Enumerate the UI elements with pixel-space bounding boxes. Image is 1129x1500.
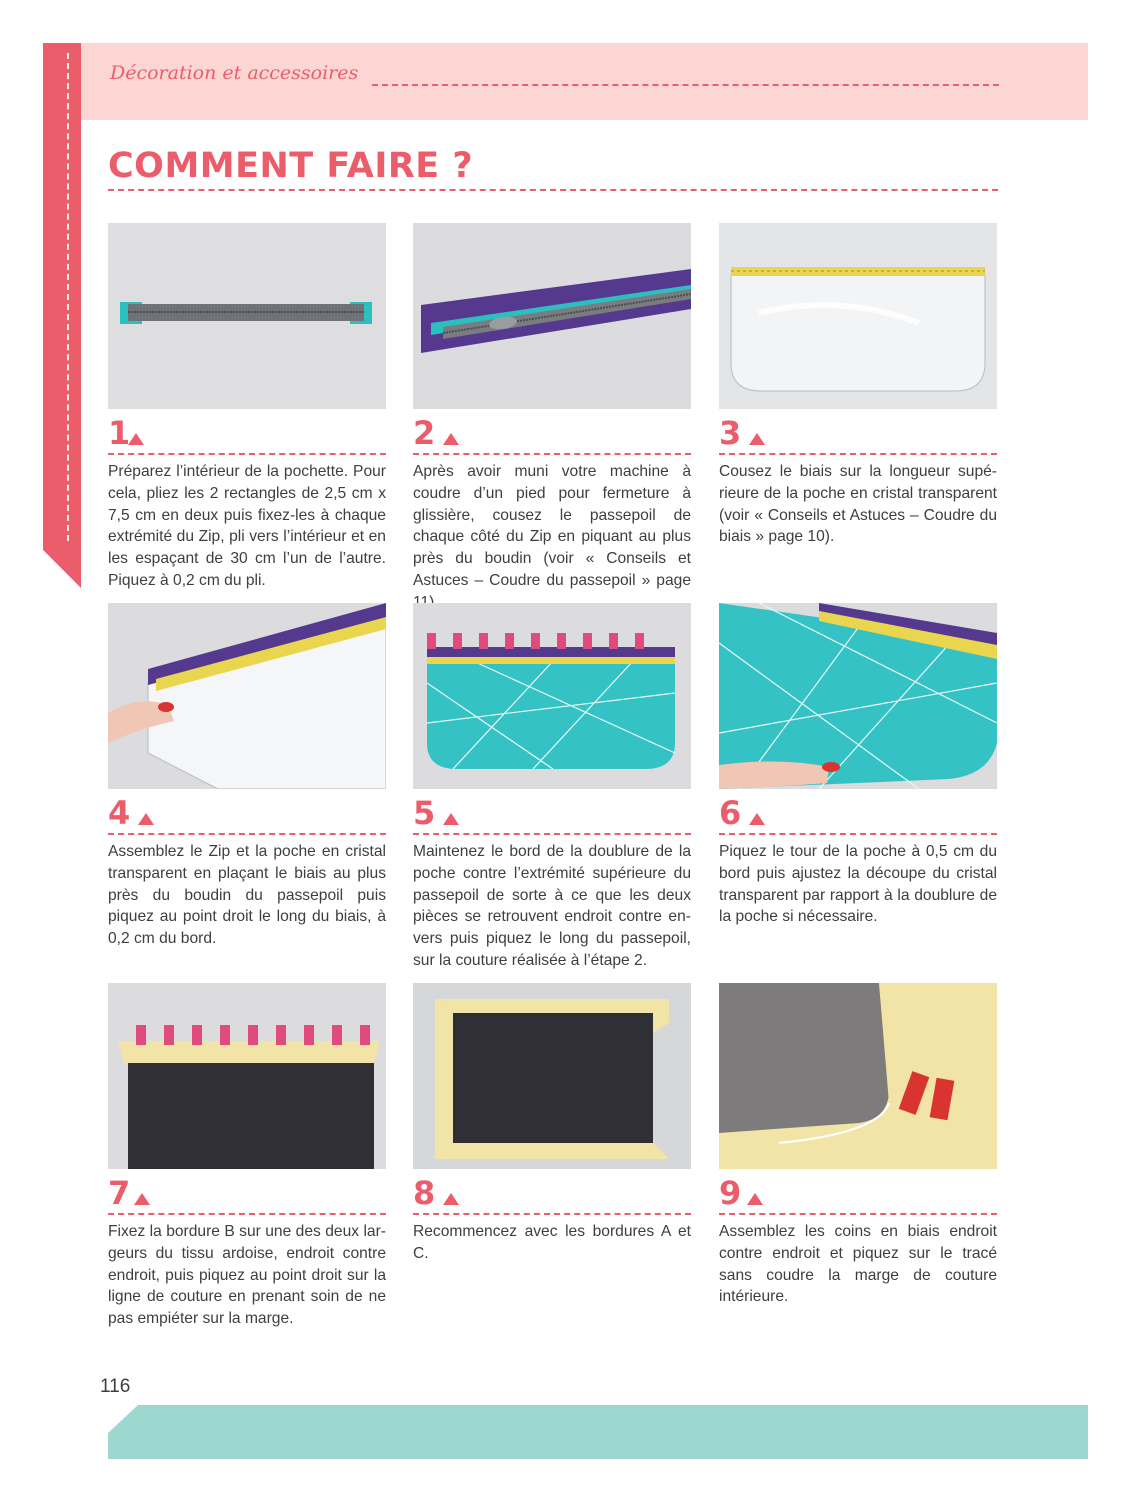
stitched-pocket-illustration xyxy=(719,603,997,789)
step-text: Fixez la bordure B sur une des deux largeurs du tissu ardoise, endroit contre endroit, puis piquez au point droit sur la ligne de couture en prenant soin de ne pas empiéter sur la marge. xyxy=(108,1223,386,1328)
lining-clips-illustration xyxy=(413,603,691,789)
step-photo xyxy=(413,983,691,1169)
step-text: Cousez le biais sur la longueur supérieure de la poche en cristal transparent (voir « Conseils et Astuces – Coudre du biais » page 10). xyxy=(719,463,997,546)
step-header xyxy=(719,1175,997,1213)
step-text: Piquez le tour de la poche à 0,5 cm du bord puis ajustez la découpe du cristal transparent par rapport à la doublure de la poche si nécessaire. xyxy=(719,843,997,926)
step-dashed-rule xyxy=(719,833,997,835)
triangle-icon xyxy=(134,1193,150,1205)
step-photo xyxy=(108,603,386,789)
step-header xyxy=(413,795,691,833)
step-number: 1 xyxy=(108,414,131,452)
step-header xyxy=(719,795,997,833)
triangle-icon xyxy=(749,433,765,445)
step-text: Assemblez les coins en biais endroit contre endroit et piquez sur le tracé sans coudre la marge de couture intérieure. xyxy=(719,1223,997,1306)
zip-pocket-illustration xyxy=(108,603,386,789)
step-photo xyxy=(719,603,997,789)
step-number: 7 xyxy=(108,1174,131,1212)
footer-band xyxy=(108,1405,1088,1459)
step-6 xyxy=(719,603,997,928)
triangle-icon xyxy=(138,813,154,825)
step-dashed-rule xyxy=(108,833,386,835)
tab-stitching xyxy=(67,53,69,541)
step-photo xyxy=(413,603,691,789)
step-dashed-rule xyxy=(413,833,691,835)
slate-borders-illustration xyxy=(413,983,691,1169)
step-header xyxy=(413,415,691,453)
step-4 xyxy=(108,603,386,950)
step-photo xyxy=(719,223,997,409)
mitred-corner-illustration xyxy=(719,983,997,1169)
step-header xyxy=(108,415,386,453)
step-1 xyxy=(108,223,386,592)
triangle-icon xyxy=(128,433,144,445)
step-number: 5 xyxy=(413,794,436,832)
zip-illustration xyxy=(108,223,386,409)
step-text: Maintenez le bord de la doublure de la poche contre l’extrémité supérieure du passepoil de sorte à ce que les deux pièces se retrouvent endroit contre envers puis piquez le long du passepoil, sur la couture réalisée à l’étape 2. xyxy=(413,843,691,969)
step-5 xyxy=(413,603,691,972)
step-photo xyxy=(108,223,386,409)
step-photo xyxy=(413,223,691,409)
step-photo xyxy=(108,983,386,1169)
step-7 xyxy=(108,983,386,1330)
step-photo xyxy=(719,983,997,1169)
step-dashed-rule xyxy=(413,1213,691,1215)
step-3 xyxy=(719,223,997,548)
step-text: Recommencez avec les bordures A et C. xyxy=(413,1223,691,1262)
triangle-icon xyxy=(747,1193,763,1205)
step-dashed-rule xyxy=(108,1213,386,1215)
title-dashed-rule xyxy=(108,189,998,191)
step-header xyxy=(108,1175,386,1213)
step-header xyxy=(413,1175,691,1213)
header-dashed-rule xyxy=(372,84,999,86)
step-dashed-rule xyxy=(719,453,997,455)
step-text: Après avoir muni votre machine à coudre d’un pied pour fermeture à glissière, cousez le passepoil de chaque côté du Zip en piquant au plus près du boudin (voir « Conseils et Astuces – Coudre du passepoil » page xyxy=(413,463,691,589)
step-number: 4 xyxy=(108,794,131,832)
chapter-tab xyxy=(43,43,81,588)
page-number: 116 xyxy=(100,1376,131,1397)
step-number: 8 xyxy=(413,1174,436,1212)
clear-pocket-illustration xyxy=(719,223,997,409)
step-header xyxy=(719,415,997,453)
step-number: 3 xyxy=(719,414,742,452)
step-2 xyxy=(413,223,691,614)
step-dashed-rule xyxy=(719,1213,997,1215)
step-text: Assemblez le Zip et la poche en cristal transparent en plaçant le biais au plus près du boudin du passepoil puis piquez au point droit le long du biais, à 0,2 cm du bord. xyxy=(108,843,386,948)
step-number: 2 xyxy=(413,414,436,452)
triangle-icon xyxy=(749,813,765,825)
piped-zip-illustration xyxy=(413,223,691,409)
step-number: 9 xyxy=(719,1174,742,1212)
triangle-icon xyxy=(443,1193,459,1205)
step-number: 6 xyxy=(719,794,742,832)
slate-border-illustration xyxy=(108,983,386,1169)
triangle-icon xyxy=(443,433,459,445)
step-dashed-rule xyxy=(108,453,386,455)
step-8 xyxy=(413,983,691,1265)
triangle-icon xyxy=(443,813,459,825)
step-dashed-rule xyxy=(413,453,691,455)
step-header xyxy=(108,795,386,833)
section-label: Décoration et accessoires xyxy=(110,62,359,84)
step-text: Préparez l’intérieur de la pochette. Pour cela, pliez les 2 rectangles de 2,5 cm x 7,5 cm en deux puis fixez-les à chaque extrémité du Zip, pli vers l’intérieur et en les espaçant de 30 cm l’un de l’autre. Piquez à 0,2 cm du pli. xyxy=(108,463,386,589)
step-9 xyxy=(719,983,997,1308)
page-title: COMMENT FAIRE ? xyxy=(108,146,474,186)
